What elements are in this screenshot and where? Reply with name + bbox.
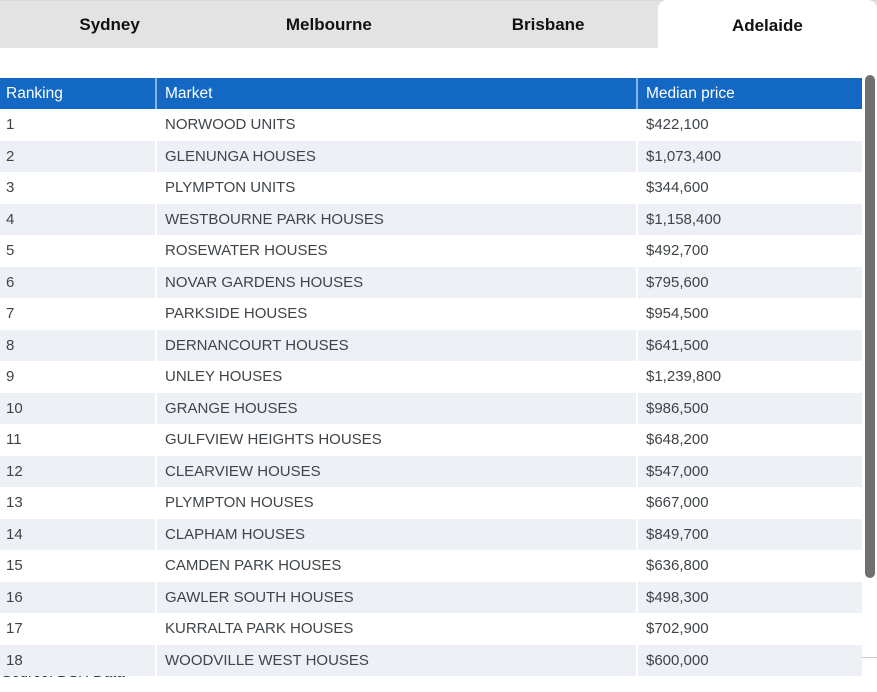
table-row — [0, 613, 862, 645]
ranking-cell: 10 — [0, 393, 157, 425]
median-price-cell: $600,000 — [646, 651, 709, 669]
ranking-cell: 18 — [0, 645, 157, 677]
median-price-cell: $422,100 — [646, 116, 709, 133]
table-row — [0, 645, 862, 677]
median-price-cell: $641,500 — [646, 336, 709, 354]
tab-adelaide[interactable]: Adelaide — [658, 0, 877, 52]
ranking-cell: 14 — [0, 519, 157, 551]
scrollbar-thumb[interactable] — [865, 75, 875, 578]
median-price-cell: $1,239,800 — [646, 368, 722, 385]
median-price-cell: $954,500 — [646, 305, 709, 322]
table-row — [0, 172, 862, 204]
market-cell: CAMDEN PARK HOUSES — [157, 550, 638, 582]
table-row — [0, 298, 862, 330]
median-price-cell: $498,300 — [646, 588, 709, 606]
table-row — [0, 361, 862, 393]
market-cell: NOVAR GARDENS HOUSES — [157, 267, 638, 299]
ranking-cell: 8 — [0, 330, 157, 362]
market-cell: GULFVIEW HEIGHTS HOUSES — [157, 424, 638, 456]
market-cell: NORWOOD UNITS — [157, 109, 638, 141]
table-row — [0, 519, 862, 551]
market-cell: CLAPHAM HOUSES — [157, 519, 638, 551]
ranking-cell: 11 — [0, 424, 157, 456]
table-row — [0, 204, 862, 236]
rankings-table-container — [0, 78, 877, 669]
median-price-cell: $986,500 — [646, 399, 709, 417]
ranking-cell: 1 — [0, 109, 157, 141]
ranking-cell: 4 — [0, 204, 157, 236]
median-price-cell: $492,700 — [646, 242, 709, 259]
market-cell: UNLEY HOUSES — [157, 361, 638, 393]
tab-brisbane[interactable]: Brisbane — [511, 15, 585, 34]
table-row — [0, 582, 862, 614]
median-price-cell: $1,073,400 — [646, 147, 722, 165]
median-price-cell: $547,000 — [646, 462, 709, 480]
table-row — [0, 330, 862, 362]
market-cell: WESTBOURNE PARK HOUSES — [157, 204, 638, 236]
market-cell: PLYMPTON UNITS — [157, 172, 638, 204]
table-row — [0, 267, 862, 299]
ranking-cell: 13 — [0, 487, 157, 519]
tab-bar — [0, 0, 877, 48]
ranking-cell: 7 — [0, 298, 157, 330]
median-price-cell: $849,700 — [646, 525, 709, 543]
market-cell: ROSEWATER HOUSES — [157, 235, 638, 267]
tab-sydney[interactable]: Sydney — [79, 15, 140, 34]
ranking-cell: 17 — [0, 613, 157, 645]
market-cell: PLYMPTON HOUSES — [157, 487, 638, 519]
market-cell: PARKSIDE HOUSES — [157, 298, 638, 330]
table-row — [0, 393, 862, 425]
market-cell: GLENUNGA HOUSES — [157, 141, 638, 173]
market-cell: GAWLER SOUTH HOUSES — [157, 582, 638, 614]
market-cell: DERNANCOURT HOUSES — [157, 330, 638, 362]
median-price-cell: $795,600 — [646, 273, 709, 291]
table-header-row — [0, 78, 862, 109]
table-row — [0, 235, 862, 267]
table-row — [0, 109, 862, 141]
median-price-cell: $1,158,400 — [646, 210, 722, 228]
market-cell: KURRALTA PARK HOUSES — [157, 613, 638, 645]
table-body — [0, 109, 862, 676]
market-cell: WOODVILLE WEST HOUSES — [157, 645, 638, 677]
table-row — [0, 456, 862, 488]
rankings-table — [0, 78, 862, 669]
market-cell: GRANGE HOUSES — [157, 393, 638, 425]
column-header-market: Market — [157, 78, 638, 109]
tab-melbourne[interactable]: Melbourne — [285, 15, 372, 34]
median-price-cell: $667,000 — [646, 494, 709, 511]
column-header-median-price: Median price — [646, 85, 735, 102]
table-row — [0, 550, 862, 582]
table-row — [0, 424, 862, 456]
median-price-cell: $702,900 — [646, 620, 709, 637]
ranking-cell: 2 — [0, 141, 157, 173]
table-row — [0, 141, 862, 173]
ranking-cell: 3 — [0, 172, 157, 204]
median-price-cell: $648,200 — [646, 431, 709, 448]
market-cell: CLEARVIEW HOUSES — [157, 456, 638, 488]
table-row — [0, 487, 862, 519]
ranking-cell: 6 — [0, 267, 157, 299]
ranking-cell: 16 — [0, 582, 157, 614]
ranking-cell: 5 — [0, 235, 157, 267]
column-header-ranking: Ranking — [0, 78, 157, 109]
ranking-cell: 12 — [0, 456, 157, 488]
ranking-cell: 15 — [0, 550, 157, 582]
ranking-cell: 9 — [0, 361, 157, 393]
median-price-cell: $344,600 — [646, 179, 709, 196]
median-price-cell: $636,800 — [646, 557, 709, 574]
